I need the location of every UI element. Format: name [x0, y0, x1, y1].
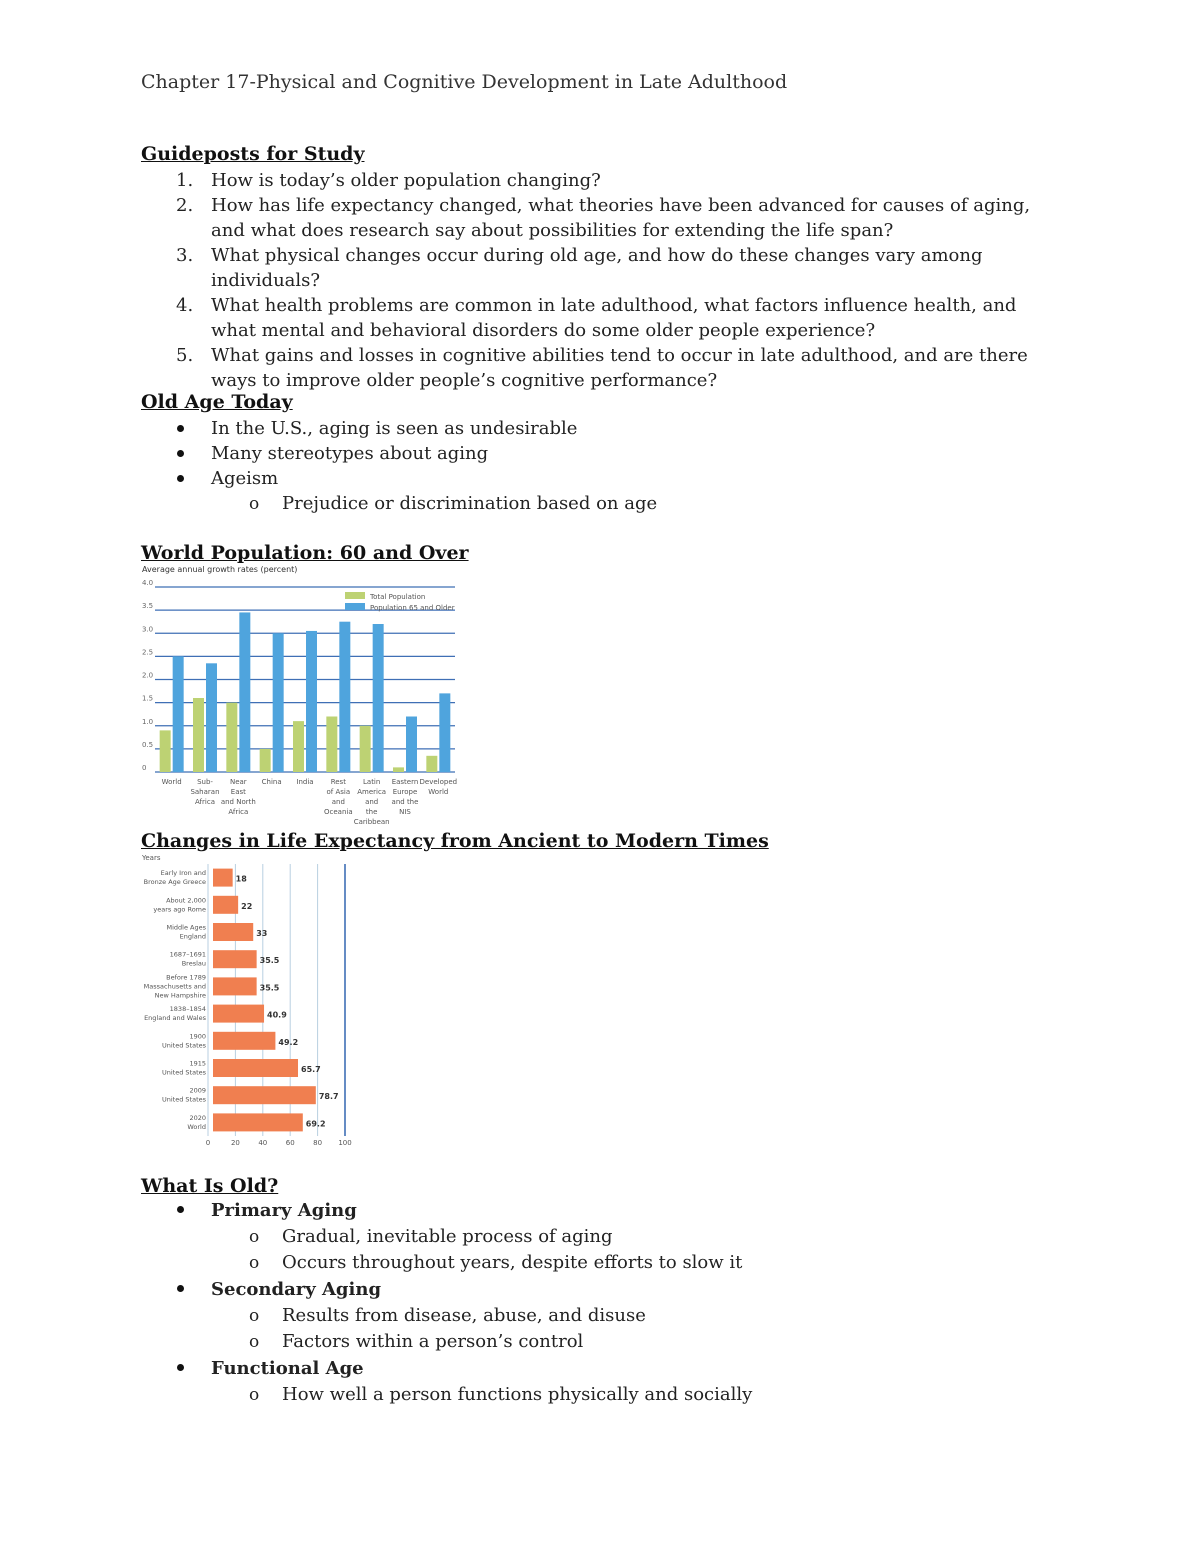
data-label: 65.7 — [301, 1065, 321, 1074]
sub-bullet-icon: o — [249, 494, 260, 514]
bar — [360, 726, 371, 772]
y-tick-label: Massachusetts and — [143, 982, 206, 991]
y-tick-label: Breslau — [181, 959, 206, 968]
x-tick-label: 80 — [313, 1139, 323, 1147]
y-tick-label: United States — [161, 1095, 206, 1104]
list-text: Ageism — [211, 468, 279, 489]
y-tick-label: New Hampshire — [154, 991, 206, 1000]
x-tick-label: Saharan — [190, 788, 220, 796]
bar — [406, 717, 417, 773]
x-tick-label: China — [261, 778, 282, 786]
sub-list-text: Prejudice or discrimination based on age — [282, 493, 658, 514]
guideposts-heading: Guideposts for Study — [141, 143, 365, 165]
y-tick-label: 1.5 — [142, 694, 154, 703]
bar — [213, 1005, 264, 1023]
data-label: 18 — [235, 874, 247, 884]
x-tick-label: World — [428, 788, 449, 796]
list-label: Functional Age — [211, 1358, 364, 1379]
data-label: 35.5 — [259, 956, 280, 966]
x-tick-label: Developed — [419, 778, 458, 786]
bar — [339, 622, 350, 772]
sub-list — [211, 1303, 752, 1355]
sub-list-text: Factors within a person’s control — [282, 1331, 584, 1352]
bullet-icon — [177, 475, 184, 482]
sub-list-text: Results from disease, abuse, and disuse — [282, 1305, 646, 1326]
bar — [160, 730, 171, 772]
x-tick-label: Europe — [392, 788, 418, 796]
list-item — [141, 343, 1061, 393]
bar — [326, 717, 337, 773]
list-item — [141, 1355, 752, 1408]
sub-list-item — [211, 1250, 752, 1276]
bar — [173, 656, 184, 772]
x-tick-label: Near — [229, 778, 247, 786]
what-is-old-heading: What Is Old? — [141, 1175, 279, 1197]
y-tick-label: 2009 — [189, 1086, 206, 1095]
bar — [226, 703, 237, 772]
legend-label: Population 65 and Older — [370, 604, 455, 612]
x-tick-label: and — [365, 798, 379, 806]
x-tick-label: World — [161, 778, 182, 786]
sub-list-text: How well a person functions physically and socially — [282, 1384, 753, 1405]
x-tick-label: 100 — [338, 1139, 352, 1147]
list-item — [141, 168, 1061, 193]
guideposts-list — [141, 168, 1061, 393]
y-tick-label: 1900 — [189, 1032, 206, 1041]
y-tick-label: 2.5 — [142, 648, 154, 657]
list-label: Secondary Aging — [211, 1279, 382, 1300]
sub-list — [211, 1382, 752, 1408]
x-tick-label: and North — [220, 798, 256, 806]
bullet-icon — [177, 1285, 184, 1292]
old-age-heading: Old Age Today — [141, 391, 293, 413]
y-tick-label: 1915 — [189, 1059, 206, 1068]
y-tick-label: World — [187, 1122, 206, 1131]
what-is-old-list — [141, 1197, 752, 1408]
list-item — [141, 466, 657, 517]
list-text: How has life expectancy changed, what theories have been advanced for causes of aging, and what does research say about possibilities for extending the life span? — [211, 195, 1031, 241]
list-item — [141, 1197, 752, 1276]
x-tick-label: 20 — [230, 1139, 240, 1147]
sub-bullet-icon: o — [249, 1385, 260, 1405]
y-tick-label: Middle Ages — [166, 923, 206, 932]
bar — [193, 698, 204, 772]
list-text: In the U.S., aging is seen as undesirable — [211, 418, 578, 439]
bullet-icon — [177, 1364, 184, 1371]
life-expectancy-heading: Changes in Life Expectancy from Ancient to Modern Times — [141, 830, 769, 852]
x-tick-label: and — [331, 798, 345, 806]
bar — [213, 896, 238, 914]
sub-list — [211, 1224, 752, 1276]
list-number: 2. — [176, 195, 194, 216]
data-label: 22 — [241, 901, 253, 911]
sub-bullet-icon: o — [249, 1253, 260, 1273]
y-tick-label: 3.0 — [142, 625, 154, 634]
bar — [439, 693, 450, 772]
list-number: 4. — [176, 295, 194, 316]
x-tick-label: Rest — [330, 778, 346, 786]
sub-list-item — [211, 1224, 752, 1250]
list-text: How is today’s older population changing? — [211, 170, 601, 191]
y-tick-label: 0.5 — [142, 740, 154, 749]
list-text: What gains and losses in cognitive abilities tend to occur in late adulthood, and are there ways to improve older people’s cognitive performance? — [211, 345, 1028, 391]
world-population-heading: World Population: 60 and Over — [141, 542, 469, 564]
y-tick-label: England — [179, 932, 206, 941]
chart-title: Average annual growth rates (percent) — [142, 565, 298, 574]
bullet-icon — [177, 450, 184, 457]
data-label: 40.9 — [267, 1010, 287, 1020]
data-label: 78.7 — [318, 1092, 339, 1102]
y-tick-label: 1838–1854 — [169, 1005, 206, 1014]
y-tick-label: Before 1789 — [166, 973, 206, 982]
page-title: Chapter 17-Physical and Cognitive Development in Late Adulthood — [141, 71, 788, 93]
x-tick-label: Oceania — [324, 808, 353, 816]
data-label: 69.2 — [305, 1119, 326, 1129]
x-tick-label: India — [296, 778, 314, 786]
list-item — [141, 293, 1061, 343]
old-age-list — [141, 416, 657, 517]
bar — [213, 923, 253, 941]
x-tick-label: Africa — [195, 798, 215, 806]
sub-list-item — [211, 1329, 752, 1355]
x-tick-label: 40 — [258, 1139, 268, 1147]
y-tick-label: 3.5 — [142, 602, 154, 611]
list-number: 3. — [176, 245, 194, 266]
x-tick-label: and the — [391, 798, 419, 806]
y-tick-label: 2.0 — [142, 671, 154, 680]
x-tick-label: Africa — [228, 808, 249, 816]
y-tick-label: 1687–1691 — [169, 950, 206, 959]
bar — [373, 624, 384, 772]
legend-swatch — [345, 603, 365, 610]
bar — [306, 631, 317, 772]
bar — [293, 721, 304, 772]
y-tick-label: Bronze Age Greece — [143, 878, 206, 887]
list-item — [141, 441, 657, 466]
x-tick-label: of Asia — [326, 788, 351, 796]
y-tick-label: Early Iron and — [160, 869, 206, 878]
bar — [393, 767, 404, 772]
bar — [260, 749, 271, 772]
bar — [239, 612, 250, 772]
bar — [213, 1059, 298, 1077]
data-label: 33 — [256, 929, 268, 938]
bullet-icon — [177, 1206, 184, 1213]
list-number: 5. — [176, 345, 194, 366]
list-item — [141, 193, 1061, 243]
list-text: What health problems are common in late adulthood, what factors influence health, and what mental and behavioral disorders do some older people experience? — [211, 295, 1017, 341]
x-tick-label: 0 — [205, 1139, 211, 1147]
x-tick-label: Sub- — [197, 778, 213, 786]
sub-list-item — [211, 1382, 752, 1408]
x-tick-label: NIS — [399, 808, 411, 816]
bar — [213, 1032, 275, 1050]
data-label: 49.2 — [278, 1037, 299, 1047]
y-tick-label: United States — [161, 1068, 206, 1077]
y-tick-label: 4.0 — [142, 579, 154, 587]
x-tick-label: America — [357, 788, 387, 796]
sub-bullet-icon: o — [249, 1332, 260, 1352]
y-tick-label: 1.0 — [142, 717, 154, 726]
list-text: Many stereotypes about aging — [211, 443, 489, 464]
bar — [206, 663, 217, 772]
list-number: 1. — [176, 170, 194, 191]
chart-title: Years — [142, 854, 161, 862]
bar — [213, 869, 233, 887]
list-item — [141, 243, 1061, 293]
sub-list-text: Gradual, inevitable process of aging — [282, 1226, 613, 1247]
y-tick-label: England and Wales — [144, 1014, 206, 1023]
bar — [273, 633, 284, 772]
life-expectancy-chart — [140, 852, 355, 1148]
y-tick-label: years ago Rome — [153, 905, 206, 914]
x-tick-label: 60 — [285, 1139, 295, 1147]
list-item — [141, 1276, 752, 1355]
x-tick-label: East — [230, 788, 246, 796]
sub-list-text: Occurs throughout years, despite efforts to slow it — [282, 1252, 743, 1273]
legend-label: Total Population — [370, 593, 426, 601]
sub-bullet-icon: o — [249, 1227, 260, 1247]
y-tick-label: About 2,000 — [166, 896, 206, 905]
population-growth-chart — [140, 562, 460, 830]
x-tick-label: Caribbean — [353, 818, 390, 826]
list-item — [141, 416, 657, 441]
legend-swatch — [345, 592, 365, 599]
x-tick-label: the — [365, 808, 378, 816]
y-tick-label: United States — [161, 1041, 206, 1050]
x-tick-label: Eastern — [391, 778, 419, 786]
bar — [213, 1113, 303, 1131]
bar — [213, 950, 257, 968]
sub-bullet-icon: o — [249, 1306, 260, 1326]
x-tick-label: Latin — [363, 778, 381, 786]
bar — [426, 756, 437, 772]
bullet-icon — [177, 425, 184, 432]
bar — [213, 977, 257, 995]
y-tick-label: 0 — [142, 764, 147, 772]
y-tick-label: 2020 — [189, 1113, 206, 1122]
data-label: 35.5 — [259, 983, 280, 993]
sub-list-item — [211, 491, 657, 517]
sub-list-item — [211, 1303, 752, 1329]
bar — [213, 1086, 316, 1104]
sub-list — [211, 491, 657, 517]
list-label: Primary Aging — [211, 1200, 357, 1221]
list-text: What physical changes occur during old age, and how do these changes vary among individuals? — [211, 245, 983, 291]
